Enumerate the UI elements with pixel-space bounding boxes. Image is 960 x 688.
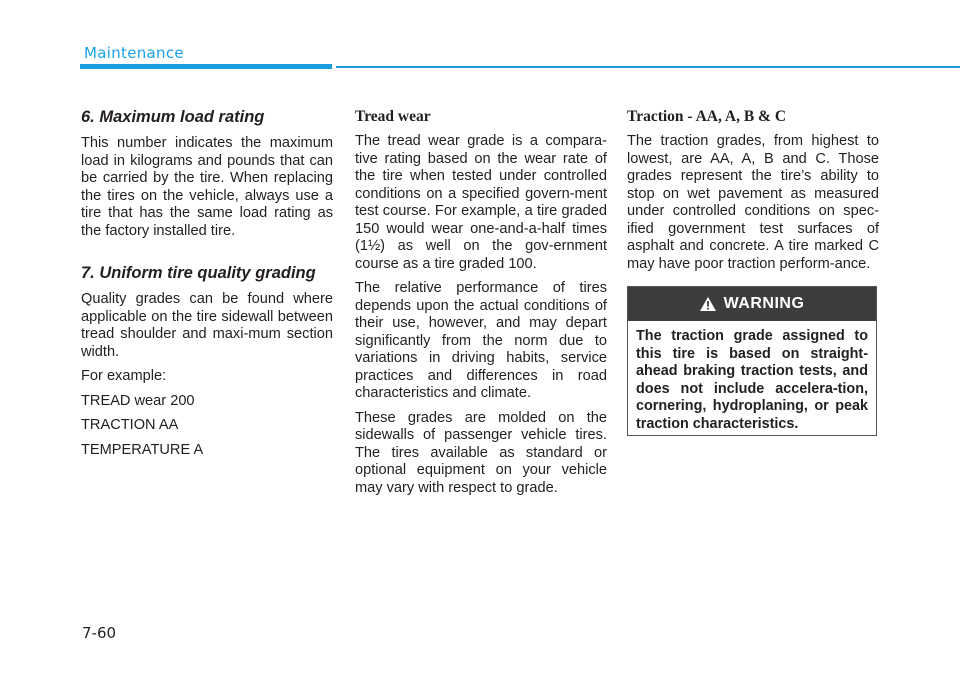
header-rule-thick (80, 64, 332, 69)
warning-triangle-icon (700, 297, 716, 311)
example-line-traction: TRACTION AA (81, 417, 179, 433)
example-line-tread: TREAD wear 200 (81, 392, 195, 409)
column-left (81, 107, 333, 466)
warning-box (627, 286, 877, 436)
example-line-temperature: TEMPERATURE A (81, 441, 204, 458)
paragraph-tread-wear-2: The relative performance of tires depends upon the actual conditions of their use, however, and may depart significantly from the norm due to variations in driving habits, service practices and differences in road characteristics and climate. (355, 280, 607, 401)
section-title: Maintenance (84, 44, 184, 62)
page-number: 7-60 (82, 624, 117, 642)
warning-header (628, 287, 876, 321)
heading-max-load: 6. Maximum load rating (81, 108, 265, 126)
paragraph-traction: The traction grades, from highest to lowest, are AA, A, B and C. Those grades represent the tire’s ability to stop on wet pavement as measured under controlled conditions on spec-ified government test surfaces of asphalt and concrete. A tire marked C may have poor traction perform-ance. (627, 133, 879, 272)
header-rule-thin (336, 66, 960, 68)
paragraph-tread-wear-1: The tread wear grade is a compara-tive rating based on the wear rate of the tire when tested under controlled conditions on a specified govern-ment test course. For example, a tire graded 150 would wear one-and-a-half times (1½) as well on the gov-ernment course as a tire graded 100. (355, 133, 607, 272)
paragraph-tread-wear-3: These grades are molded on the sidewalls of passenger vehicle tires. The tires available as standard or optional equipment on your vehicle may vary with respect to grade. (355, 409, 607, 496)
heading-tread-wear: Tread wear (355, 108, 431, 125)
warning-text: The traction grade assigned to this tire is based on straight-ahead braking traction tests, and does not include accelera-tion, cornering, hydroplaning, or peak traction characteristics. (636, 328, 868, 432)
column-right (627, 107, 879, 273)
example-label: For example: (81, 368, 167, 384)
column-middle (355, 107, 607, 497)
paragraph-utqg: Quality grades can be found where applicable on the tire sidewall between tread shoulder and maxi-mum section width. (81, 291, 333, 360)
heading-traction: Traction - AA, A, B & C (627, 108, 787, 125)
heading-utqg: 7. Uniform tire quality grading (81, 264, 316, 282)
paragraph-max-load: This number indicates the maximum load in kilograms and pounds that can be carried by the tire. When replacing the tires on the vehicle, always use a tire that has the same load rating as the factory installed tire. (81, 135, 333, 239)
warning-title: WARNING (723, 295, 805, 312)
